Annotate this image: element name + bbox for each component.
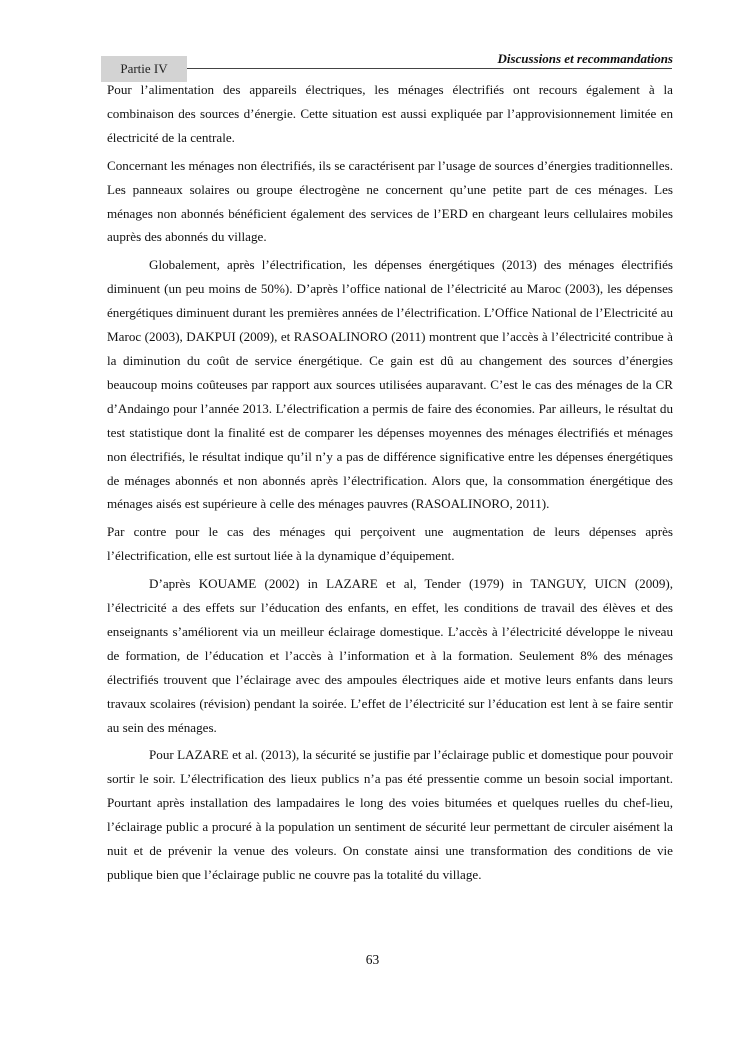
body-text bbox=[107, 78, 673, 891]
paragraph: Concernant les ménages non électrifiés, ils se caractérisent par l’usage de sources d’énergies traditionnelles. Les panneaux solaires ou groupe électrogène ne concernent qu’une petite part de ces ménages. Les ménages non abonnés bénéficient également des services de l’ERD en chargeant leurs cellulaires mobiles auprès des abonnés du village. bbox=[107, 157, 673, 245]
header-rule bbox=[187, 68, 672, 69]
paragraph: Par contre pour le cas des ménages qui perçoivent une augmentation de leurs dépenses après l’électrification, elle est surtout liée à la dynamique d’équipement. bbox=[107, 524, 673, 564]
paragraph: D’après KOUAME (2002) in LAZARE et al, Tender (1979) in TANGUY, UICN (2009), l’électricité a des effets sur l’éducation des enfants, en effet, les conditions de travail des élèves et des enseignants s’améliorent via un meilleur éclairage domestique. L’accès à l’électricité développe le niveau de formation, de l’éducation et l’accès à l’information et à la formation. Seulement 8% des ménages électrifiés trouvent que l’éclairage avec des ampoules électriques aide et motive leurs enfants dans leurs travaux scolaires (révision) pendant la soirée. L’effet de l’électricité sur l’éducation est lent à se faire sentir au sein des ménages. bbox=[107, 576, 673, 735]
paragraph: Globalement, après l’électrification, les dépenses énergétiques (2013) des ménages électrifiés diminuent (un peu moins de 50%). D’après l’office national de l’électricité au Maroc (2003), les dépenses énergétiques diminuent durant les premières années de l’électrification. L’Office National de l’Electricité au Maroc (2003), DAKPUI (2009), et RASOALINORO (2011) montrent que l’accès à l’électricité contribue à la diminution du coût de service énergétique. Ce gain est dû au changement des sources d’énergies beaucoup moins coûteuses par rapport aux sources utilisées auparavant. C’est le cas des ménages de la CR d’Andaingo pour l’année 2013. L’électrification a permis de faire des économies. Par ailleurs, le résultat du test statistique dont la finalité est de comparer les dépenses moyennes des ménages électrifiés et ménages non électrifiés, le résultat indique qu’il n’y a pas de différence significative entre les dépenses énergétiques de ménages abonnés et non abonnés après l’électrification. Alors que, la consommation énergétique des ménages aisés est supérieure à celle des ménages pauvres (RASOALINORO, 2011). bbox=[107, 257, 673, 512]
page-number: 63 bbox=[365, 952, 380, 967]
part-label: Partie IV bbox=[101, 56, 187, 82]
paragraph: Pour LAZARE et al. (2013), la sécurité se justifie par l’éclairage public et domestique pour pouvoir sortir le soir. L’électrification des lieux publics n’a pas été pressentie comme un besoin social important. Pourtant après installation des lampadaires le long des voies bitumées et quelques ruelles du chef-lieu, l’éclairage public a procuré à la population un sentiment de sécurité leur permettant de circuler aisément la nuit et de prévenir la venue des voleurs. On constate ainsi une transformation des conditions de vie publique bien que l’éclairage public ne couvre pas la totalité du village. bbox=[107, 747, 673, 882]
paragraph: Pour l’alimentation des appareils électriques, les ménages électrifiés ont recours également à la combinaison des sources d’énergie. Cette situation est aussi expliquée par l’approvisionnement limitée en électricité de la centrale. bbox=[107, 82, 673, 145]
section-title: Discussions et recommandations bbox=[497, 51, 673, 66]
